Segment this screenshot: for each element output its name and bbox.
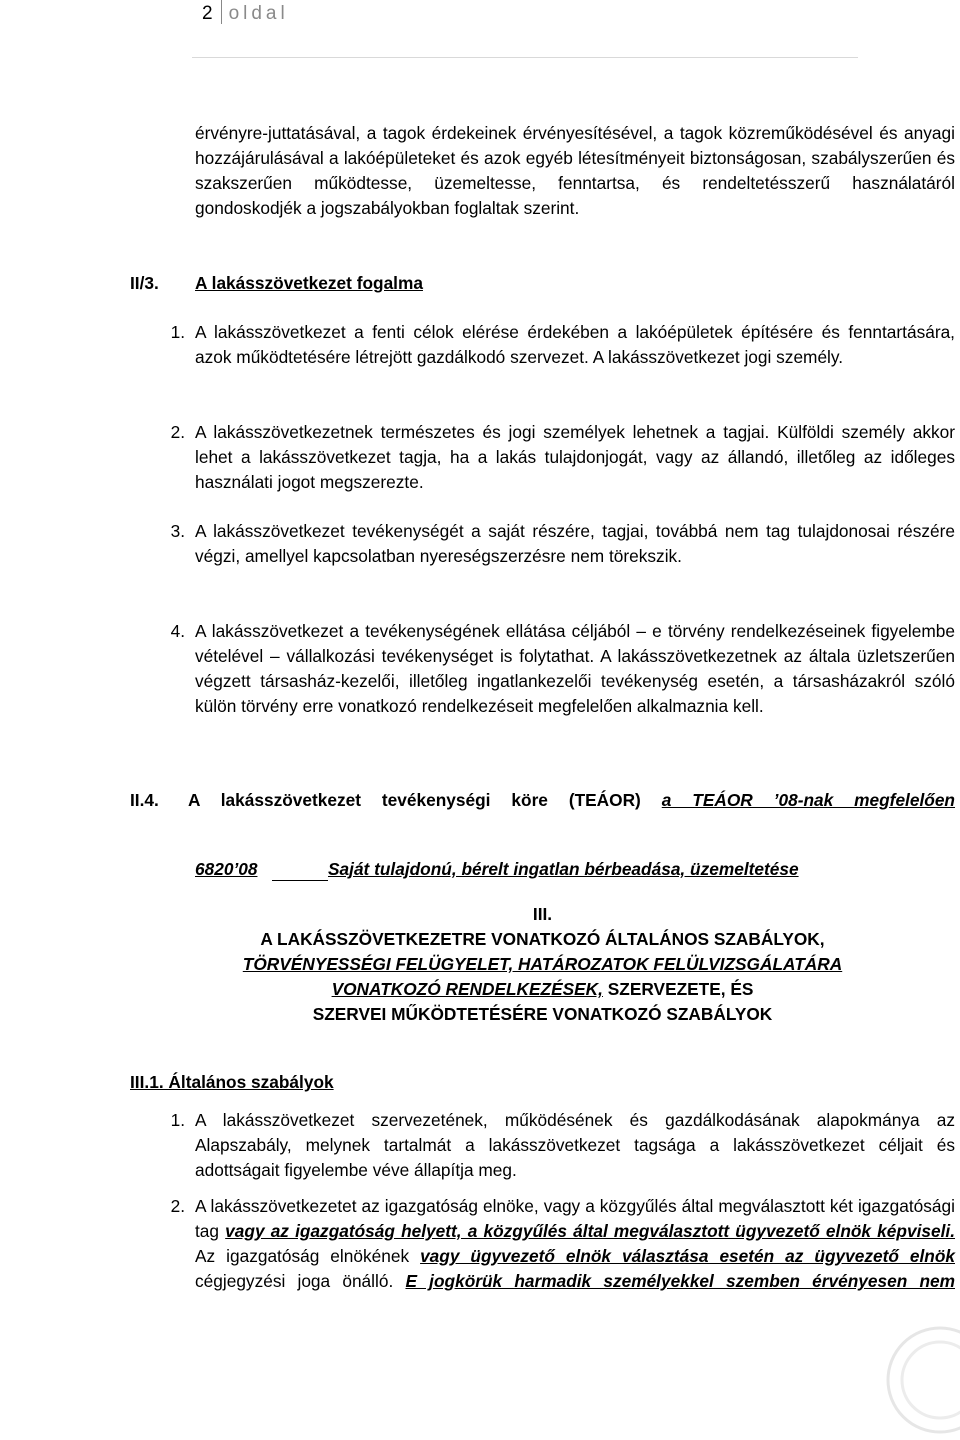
section-ii4-title: A lakásszövetkezet tevékenységi köre (TEÁOR) xyxy=(188,790,641,810)
section-iii-heading-line2: TÖRVÉNYESSÉGI FELÜGYELET, HATÁROZATOK FELÜLVIZSGÁLATÁRA xyxy=(242,954,843,974)
section-ii4-title-line xyxy=(188,788,955,813)
section-iii-heading-line4: SZERVEI MŰKÖDTETÉSÉRE VONATKOZÓ SZABÁLYOK xyxy=(312,1004,773,1024)
list-item-number: 1. xyxy=(170,322,185,342)
section-iii1-title: III.1. Általános szabályok xyxy=(130,1072,334,1092)
section-ii4-title-underlined: a TEÁOR ’08-nak megfelelően xyxy=(661,790,955,810)
list-item-text: A lakásszövetkezet a tevékenységének ellátása céljából – e törvény rendelkezéseinek figyelembe vételével – vállalkozási tevékenységet is folytathat. A lakásszövetkezetnek az általa üzletszerűen végzett társasház-kezelői, illetőleg ingatlankezelői tevékenység esetén, a társasházakról szóló külön törvény erre vonatkozó rendelkezéseit megfelelően alkalmaznia kell. xyxy=(195,621,955,716)
list-item-text: A lakásszövetkezetnek természetes és jogi személyek lehetnek a tagjai. Külföldi személy akkor lehet a lakásszövetkezet tagja, ha a lakás tulajdonjogát, vagy az állandó, illetőleg az időleges használati jogot megszerezte. xyxy=(195,422,955,492)
list-item-number: 4. xyxy=(170,621,185,641)
page-number: 2 xyxy=(202,3,213,24)
teaor-code: 6820’08 xyxy=(195,859,258,879)
item2-part-d: vagy ügyvezető elnök választása esetén az ügyvezető elnök xyxy=(420,1246,955,1266)
item2-part-c: Az igazgatóság elnökének xyxy=(195,1246,421,1266)
section-iii-heading-line3 xyxy=(130,977,955,1002)
item2-part-a: A lakásszövetkezetet az igazgatóság elnöke, vagy a közgyűlés által megválasztott két igazgatósági tag xyxy=(195,1196,955,1241)
list-item-text: A lakásszövetkezet szervezetének, működésének és gazdálkodásának alapokmánya az Alapszabály, melynek tartalmát a lakásszövetkezet tagsága a lakásszövetkezet céljait és adottságait figyelembe véve állapítja meg. xyxy=(195,1110,955,1180)
section-ii3-title: A lakásszövetkezet fogalma xyxy=(195,273,423,293)
item2-part-f: E jogkörük harmadik személyekkel szemben érvényesen nem xyxy=(405,1271,955,1291)
intro-paragraph: érvényre-juttatásával, a tagok érdekeinek érvényesítésével, a tagok közreműködésével és anyagi hozzájárulásával a lakóépületeket és azok egyéb létesítményeit biztonságosan, szabályszerűen és szakszerűen működtesse, üzemeltesse, fenntartsa, és rendeltetésszerű használatáról gondoskodjék a jogszabályokban foglaltak szerint. xyxy=(195,123,955,218)
list-item-number: 3. xyxy=(170,521,185,541)
list-item-text: A lakásszövetkezet tevékenységét a saját részére, tagjai, továbbá nem tag tulajdonosai részére végzi, amellyel kapcsolatban nyereségszerzésre nem törekszik. xyxy=(195,521,955,566)
header-divider xyxy=(221,0,222,24)
item2-part-e: cégjegyzési joga önálló. xyxy=(195,1271,406,1291)
section-iii-heading-rest: SZERVEZETE, ÉS xyxy=(602,979,754,999)
teaor-description: Saját tulajdonú, bérelt ingatlan bérbeadása, üzemeltetése xyxy=(328,859,799,879)
list-item-text xyxy=(195,1194,955,1294)
section-ii3-label: II/3. xyxy=(130,273,159,293)
section-ii4-label: II.4. xyxy=(130,790,159,810)
section-iii-label: III. xyxy=(532,904,553,924)
teaor-code-gap-underline xyxy=(272,857,328,881)
section-iii-heading-line1: A LAKÁSSZÖVETKEZETRE VONATKOZÓ ÁLTALÁNOS SZABÁLYOK, xyxy=(260,929,825,949)
header-rule xyxy=(192,57,858,58)
item2-part-b: vagy az igazgatóság helyett, a közgyűlés által megválasztott ügyvezető elnök képviseli. xyxy=(225,1221,956,1241)
list-item-number: 2. xyxy=(170,1196,185,1216)
list-item-number: 2. xyxy=(170,422,185,442)
page-word: oldal xyxy=(228,3,289,24)
page-header xyxy=(202,0,289,26)
corner-decoration xyxy=(880,1320,960,1440)
list-item-text: A lakásszövetkezet a fenti célok elérése érdekében a lakóépületek építésére és fenntartására, azok működtetésére létrejött gazdálkodó szervezet. A lakásszövetkezet jogi személy. xyxy=(195,322,955,367)
list-item-number: 1. xyxy=(170,1110,185,1130)
section-iii-heading-underlined: VONATKOZÓ RENDELKEZÉSEK, xyxy=(331,979,603,999)
